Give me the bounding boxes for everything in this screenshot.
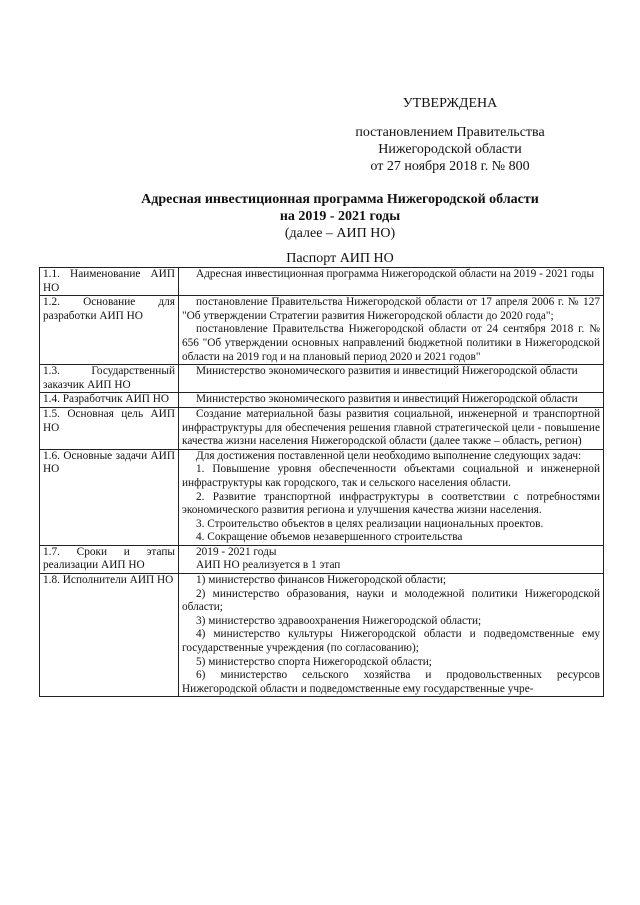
row-label: 1.5. Основная цель АИП НО xyxy=(40,407,179,449)
row-paragraph: 2019 - 2021 годы xyxy=(196,545,277,558)
table-row xyxy=(40,574,604,697)
row-paragraph: АИП НО реализуется в 1 этап xyxy=(196,559,341,572)
approval-line-2: Нижегородской области xyxy=(378,142,522,157)
document-title xyxy=(100,191,580,242)
row-paragraph: Министерство экономического развития и инвестиций Нижегородской области xyxy=(196,365,578,378)
row-paragraph: 2) министерство образования, науки и молодежной политики Нижегородской области; xyxy=(182,587,600,614)
row-paragraph: 5) министерство спорта Нижегородской области; xyxy=(196,655,432,668)
approval-block xyxy=(300,95,600,175)
approval-line-3: от 27 ноября 2018 г. № 800 xyxy=(370,159,530,174)
passport-heading: Паспорт АИП НО xyxy=(286,251,394,266)
row-label: 1.8. Исполнители АИП НО xyxy=(40,574,179,697)
row-paragraph: 4) министерство культуры Нижегородской области и подведомственные ему государственные учреждения (по согласованию); xyxy=(182,628,600,655)
row-content xyxy=(179,574,604,697)
row-paragraph: 3) министерство здравоохранения Нижегородской области; xyxy=(196,614,482,627)
row-label: 1.7. Сроки и этапы реализации АИП НО xyxy=(40,545,179,573)
title-line-1: Адресная инвестиционная программа Нижегородской области xyxy=(141,192,539,207)
table-row xyxy=(40,393,604,408)
row-content xyxy=(179,268,604,296)
row-paragraph: 1) министерство финансов Нижегородской области; xyxy=(196,574,447,587)
row-content xyxy=(179,545,604,573)
row-content xyxy=(179,449,604,545)
row-label: 1.6. Основные задачи АИП НО xyxy=(40,449,179,545)
row-paragraph: постановление Правительства Нижегородской области от 17 апреля 2006 г. № 127 "Об утверждении Стратегии развития Нижегородской области до 2020 года"; xyxy=(182,296,600,322)
row-paragraph: постановление Правительства Нижегородской области от 24 сентября 2018 г. № 656 "Об утверждении основных направлений бюджетной политики в Нижегородской области на 2019 год и на плановый период 2020 и 2021 годов" xyxy=(182,323,600,363)
title-line-2: на 2019 - 2021 годы xyxy=(279,209,401,224)
approval-line-1: постановлением Правительства xyxy=(355,125,545,140)
table-row xyxy=(40,407,604,449)
row-label: 1.4. Разработчик АИП НО xyxy=(40,393,179,408)
row-content xyxy=(179,407,604,449)
row-content xyxy=(179,393,604,408)
row-paragraph: 6) министерство сельского хозяйства и продовольственных ресурсов Нижегородской области и подведомственные ему государственные учре- xyxy=(182,669,600,695)
row-paragraph: Для достижения поставленной цели необходимо выполнение следующих задач: xyxy=(196,449,582,462)
table-row xyxy=(40,268,604,296)
title-line-3: (далее – АИП НО) xyxy=(284,226,396,241)
table-row xyxy=(40,449,604,545)
row-paragraph: 3. Строительство объектов в целях реализации национальных проектов. xyxy=(196,517,544,530)
row-paragraph: 1. Повышение уровня обеспеченности объектами социальной и инженерной инфраструктуры как городского, так и сельского населения области. xyxy=(182,463,600,489)
table-row xyxy=(40,545,604,573)
row-paragraph: Создание материальной базы развития социальной, инженерной и транспортной инфраструктуры для обеспечения решения главной стратегической цели - повышение качества жизни населения Нижегородской области (далее также – область, регион) xyxy=(182,407,600,448)
row-paragraph: 4. Сокращение объемов незавершенного строительства xyxy=(196,531,463,544)
approval-heading: УТВЕРЖДЕНА xyxy=(402,96,498,111)
passport-table xyxy=(39,267,604,697)
row-label: 1.3. Государственный заказчик АИП НО xyxy=(40,365,179,393)
table-row xyxy=(40,296,604,365)
row-label: 1.1. Наименование АИП НО xyxy=(40,268,179,296)
row-label: 1.2. Основание для разработки АИП НО xyxy=(40,296,179,365)
row-content xyxy=(179,365,604,393)
row-paragraph: Министерство экономического развития и инвестиций Нижегородской области xyxy=(196,393,578,406)
row-paragraph: 2. Развитие транспортной инфраструктуры в соответствии с потребностями экономического развития региона и улучшения качества жизни населения. xyxy=(182,490,600,517)
row-content xyxy=(179,296,604,365)
row-paragraph: Адресная инвестиционная программа Нижегородской области на 2019 - 2021 годы xyxy=(196,268,595,280)
table-row xyxy=(40,365,604,393)
